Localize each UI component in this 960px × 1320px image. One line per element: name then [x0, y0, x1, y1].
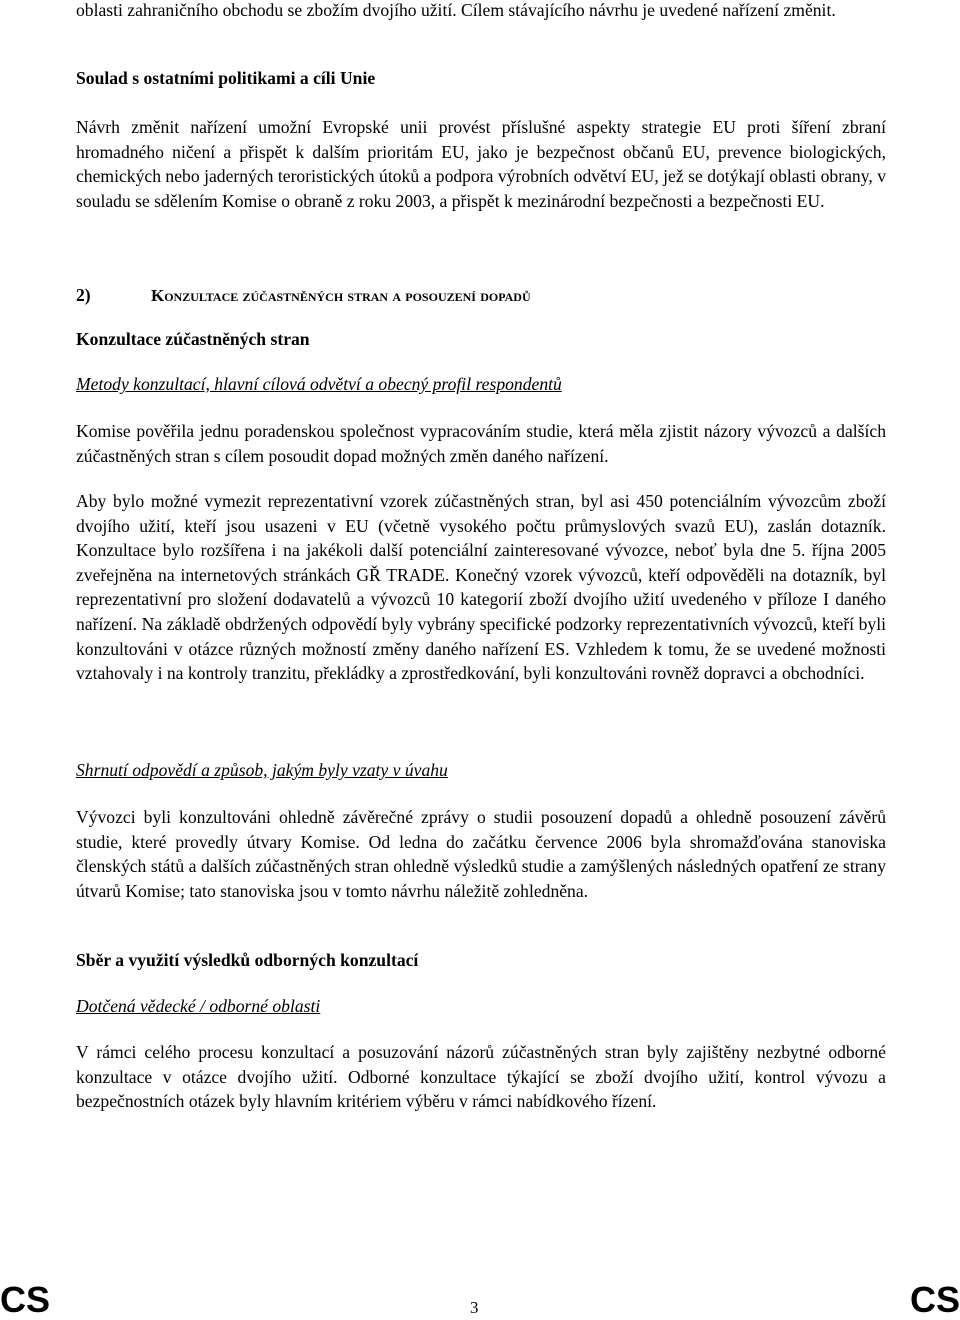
section-title: Konzultace zúčastněných stran a posouzení dopadů — [151, 286, 531, 305]
footer-language-code-left: CS — [0, 1279, 51, 1320]
page-number: 3 — [470, 1298, 479, 1317]
paragraph-soulad: Návrh změnit nařízení umožní Evropské unii provést příslušné aspekty strategie EU proti šíření zbraní hromadného ničení a přispět k dalším prioritám EU, jako je bezpečnost občanů EU, prevence biologických, chemických nebo jaderných teroristických útoků a podpora výrobních odvětví EU, jež se dotýkají oblasti obrany, v souladu se sdělením Komise o obraně z roku 2003, a přispět k mezinárodní bezpečnosti a bezpečnosti EU. — [76, 117, 886, 211]
paragraph-shrnuti: Vývozci byli konzultováni ohledně závěrečné zprávy o studii posouzení dopadů a ohledně posouzení závěrů studie, které provedly útvary Komise. Od ledna do začátku července 2006 byla shromažďována stanoviska členských států a dalších zúčastněných stran ohledně výsledků studie a zamýšlených následných opatření ze strany útvarů Komise; tato stanoviska jsou v tomto návrhu náležitě zohledněna. — [76, 807, 886, 901]
paragraph-metody-2: Aby bylo možné vymezit reprezentativní vzorek zúčastněných stran, byl asi 450 potenciálním vývozcům zboží dvojího užití, kteří jsou usazeni v EU (včetně vysokého počtu průmyslových svazů EU), zaslán dotazník. Konzultace bylo rozšířena i na jakékoli další potenciální zainteresované vývozce, neboť byla dne 5. října 2005 zveřejněna na internetových stránkách GŘ TRADE. Konečný vzorek vývozců, kteří odpověděli na dotazník, byl reprezentativní pro složení dodavatelů a vývozců 10 kategorií zboží dvojího užití uvedeného v příloze I daného nařízení. Na základě obdržených odpovědí byly vybrány specifické podzorky reprezentativních vývozců, kteří byli konzultováni v otázce různých možností změny daného nařízení ES. Vzhledem k tomu, že se uvedené možnosti vztahovaly i na kontroly tranzitu, překládky a zprostředkování, byli konzultováni rovněž dopravci a obchodníci. — [76, 491, 886, 684]
intro-paragraph: oblasti zahraničního obchodu se zbožím dvojího užití. Cílem stávajícího návrhu je uvedené nařízení změnit. — [76, 0, 836, 20]
heading-sber: Sběr a využití výsledků odborných konzultací — [76, 950, 419, 970]
subheading-shrnuti: Shrnutí odpovědí a způsob, jakým byly vzaty v úvahu — [76, 760, 448, 780]
heading-soulad: Soulad s ostatními politikami a cíli Unie — [76, 68, 376, 88]
paragraph-metody-1: Komise pověřila jednu poradenskou společnost vypracováním studie, která měla zjistit názory vývozců a dalších zúčastněných stran s cílem posoudit dopad možných změn daného nařízení. — [76, 421, 886, 466]
paragraph-dotcena: V rámci celého procesu konzultací a posuzování názorů zúčastněných stran byly zajištěny nezbytné odborné konzultace v otázce dvojího užití. Odborné konzultace týkající se zboží dvojího užití, kontrol vývozu a bezpečnostních otázek byly hlavním kritériem výběru v rámci nabídkového řízení. — [76, 1042, 886, 1112]
subheading-dotcena: Dotčená vědecké / odborné oblasti — [76, 996, 321, 1016]
section-2-heading — [76, 283, 886, 308]
section-number: 2) — [76, 285, 91, 305]
heading-konzultace: Konzultace zúčastněných stran — [76, 329, 310, 349]
footer-language-code-right: CS — [909, 1279, 960, 1320]
subheading-metody: Metody konzultací, hlavní cílová odvětví a obecný profil respondentů — [76, 374, 562, 394]
page-footer — [0, 1280, 960, 1320]
